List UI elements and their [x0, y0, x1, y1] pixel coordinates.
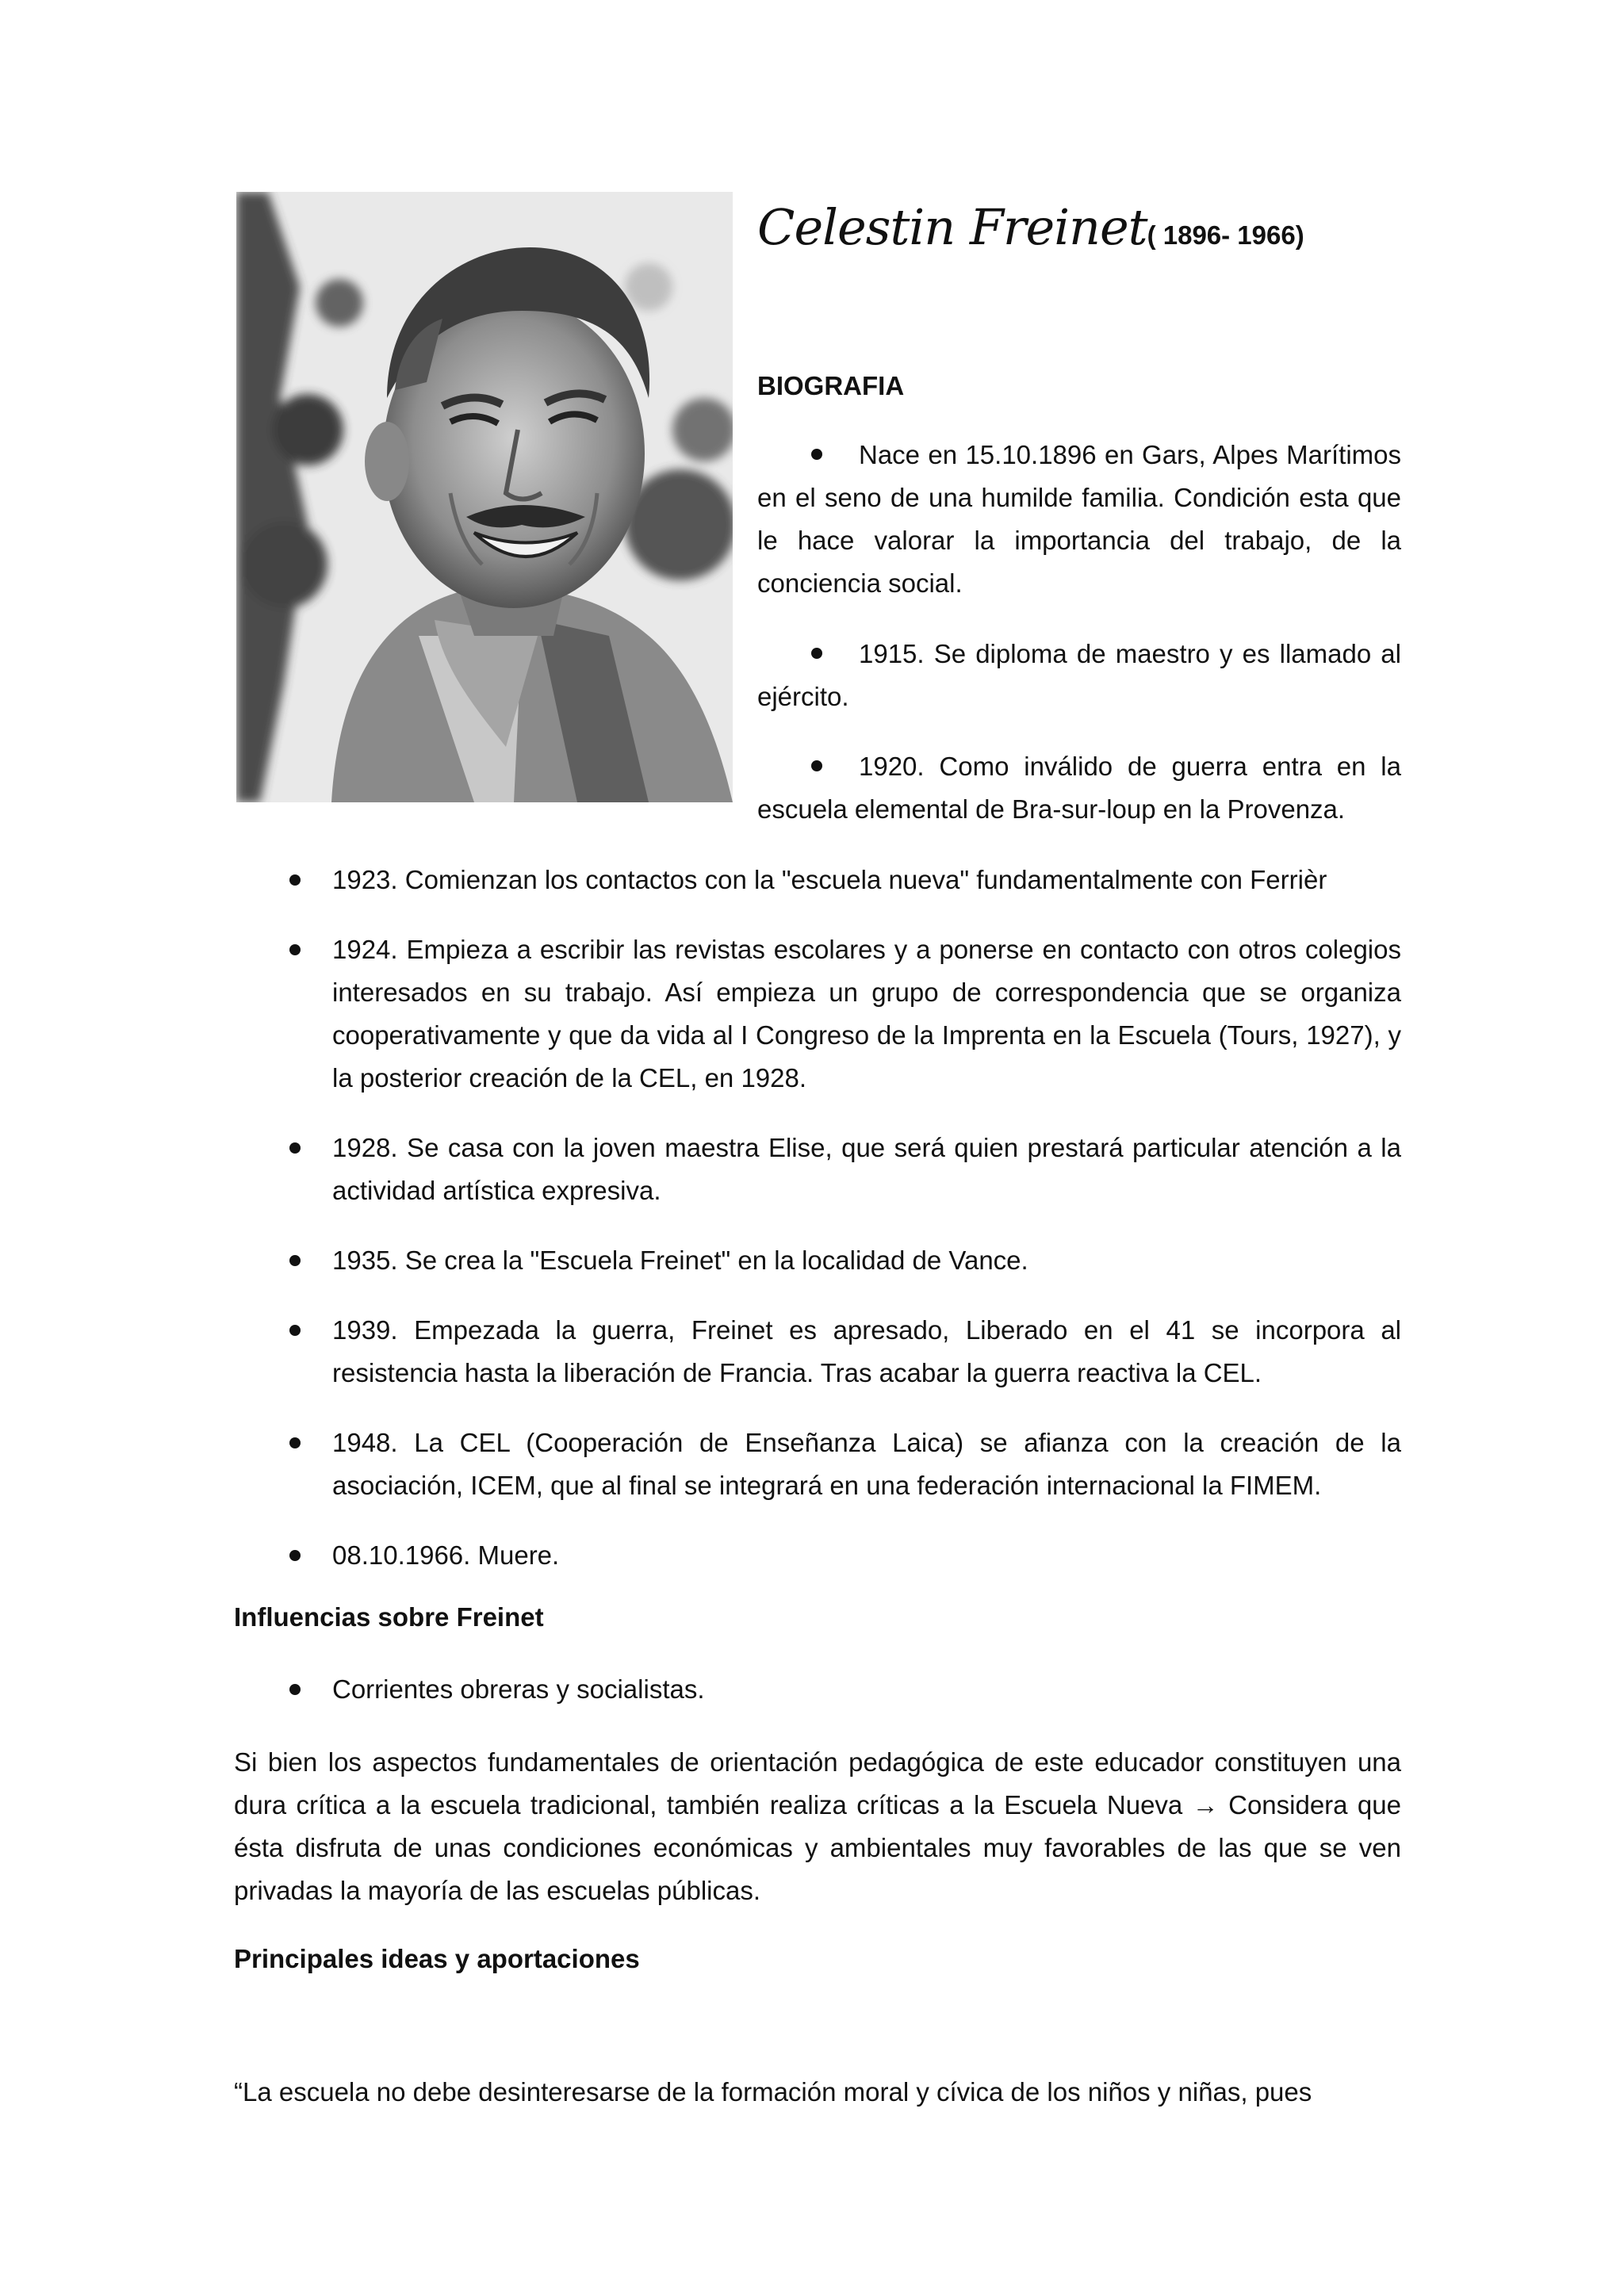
list-item-text: 1928. Se casa con la joven maestra Elise, que será quien prestará particular atención a la actividad artística expresiva.: [332, 1133, 1401, 1205]
bullet-icon: [289, 1550, 301, 1561]
influencias-paragraph: Si bien los aspectos fundamentales de orientación pedagógica de este educador constituyen una dura crítica a la escuela tradicional, también realiza críticas a la Escuela Nueva → Considera que ésta disfruta de unas condiciones económicas y ambientales muy favorables de las que se ven privadas la mayoría de las escuelas públicas.: [234, 1747, 1401, 1905]
list-item-text: 1920. Como inválido de guerra entra en la escuela elemental de Bra-sur-loup en la Provenza.: [757, 752, 1401, 824]
section-heading-biografia: BIOGRAFIA: [757, 371, 905, 400]
biografia-list: [234, 859, 1401, 1604]
section-heading-influencias: Influencias sobre Freinet: [234, 1602, 544, 1632]
list-item-text: Corrientes obreras y socialistas.: [332, 1674, 705, 1704]
list-item: [757, 745, 1401, 831]
list-item: [757, 633, 1401, 718]
influencias-list: [234, 1668, 1401, 1738]
list-item: [757, 434, 1401, 605]
quote-paragraph: “La escuela no debe desinteresarse de la formación moral y cívica de los niños y niñas, pues: [234, 2077, 1312, 2107]
list-item-text: 1948. La CEL (Cooperación de Enseñanza Laica) se afianza con la creación de la asociación, ICEM, que al final se integrará en una federación internacional la FIMEM.: [332, 1428, 1401, 1500]
list-item: [234, 1239, 1401, 1282]
list-item: [234, 1309, 1401, 1395]
section-heading-principales: Principales ideas y aportaciones: [234, 1944, 640, 1973]
list-item-text: 1923. Comienzan los contactos con la "escuela nueva" fundamentalmente con Ferrièr: [332, 865, 1327, 894]
list-item-text: 1924. Empieza a escribir las revistas escolares y a ponerse en contacto con otros colegios interesados en su trabajo. Así empieza un grupo de correspondencia que se organiza cooperativamente y que da vida al I Congreso de la Imprenta en la Escuela (Tours, 1927), y la posterior creación de la CEL, en 1928.: [332, 935, 1401, 1093]
bullet-icon: [289, 1142, 301, 1154]
list-item-text: Nace en 15.10.1896 en Gars, Alpes Marítimos en el seno de una humilde familia. Condición esta que le hace valorar la importancia del trabajo, de la conciencia social.: [757, 440, 1401, 598]
bullet-icon: [289, 874, 301, 886]
bullet-icon: [289, 1325, 301, 1336]
list-item: [234, 1534, 1401, 1577]
document-title: [757, 198, 1408, 256]
title-name: Celestin Freinet: [757, 198, 1147, 256]
list-item-text: 1939. Empezada la guerra, Freinet es apresado, Liberado en el 41 se incorpora al resistencia hasta la liberación de Francia. Tras acabar la guerra reactiva la CEL.: [332, 1315, 1401, 1387]
list-item: [234, 1127, 1401, 1212]
bullet-icon: [811, 760, 822, 771]
list-item-text: 1915. Se diploma de maestro y es llamado al ejército.: [757, 639, 1401, 711]
bullet-icon: [289, 1437, 301, 1448]
list-item-text: 08.10.1966. Muere.: [332, 1540, 560, 1570]
title-years: ( 1896- 1966): [1147, 220, 1304, 250]
list-item: [234, 1668, 1401, 1711]
list-item: [234, 1422, 1401, 1507]
bullet-icon: [811, 648, 822, 659]
bullet-icon: [289, 1255, 301, 1266]
list-item: [234, 859, 1401, 901]
bullet-icon: [289, 1684, 301, 1695]
bullet-icon: [811, 449, 822, 460]
list-item-text: 1935. Se crea la "Escuela Freinet" en la localidad de Vance.: [332, 1246, 1028, 1275]
list-item: [234, 928, 1401, 1100]
bullet-icon: [289, 944, 301, 955]
portrait-photo: [236, 192, 733, 802]
